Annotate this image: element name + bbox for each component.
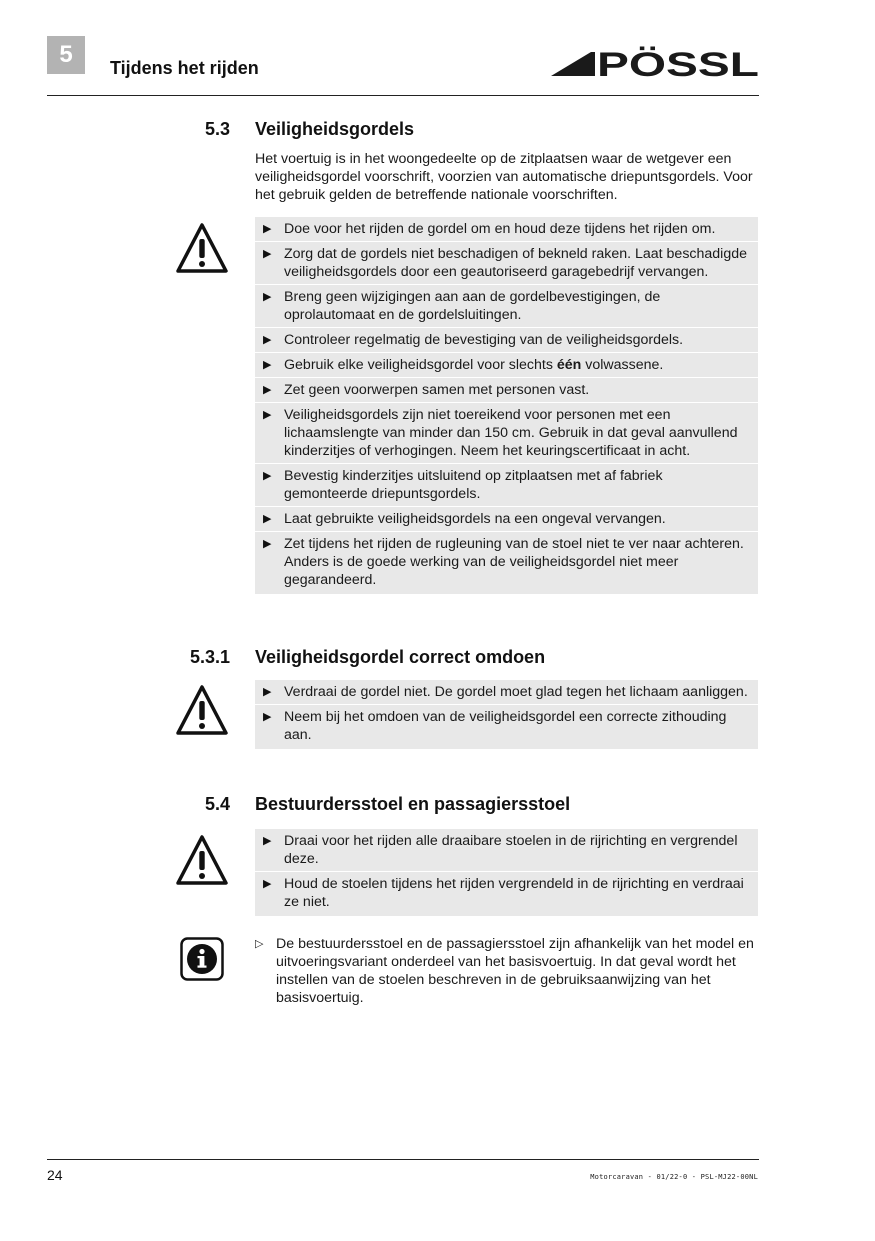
list-item-text: Gebruik elke veiligheidsgordel voor slechts één volwassene.	[284, 357, 664, 373]
info-note	[255, 935, 758, 1007]
info-icon	[180, 937, 224, 981]
page-number: 24	[47, 1167, 63, 1183]
warning-icon	[176, 834, 228, 886]
list-item-text: Zet geen voorwerpen samen met personen vast.	[284, 382, 590, 398]
bullet-arrow-icon: ▶	[263, 878, 272, 890]
warning-icon	[176, 222, 228, 274]
bullet-arrow-icon: ▶	[263, 248, 272, 260]
list-item	[255, 217, 758, 242]
bullet-arrow-icon: ▶	[263, 835, 272, 847]
list-item-text: Neem bij het omdoen van de veiligheidsgordel een correcte zithouding aan.	[284, 709, 727, 743]
list-item	[255, 872, 758, 916]
section-title: Veiligheidsgordels	[255, 119, 415, 139]
warning-list-5-3-1	[255, 680, 758, 749]
footer-divider	[47, 1159, 759, 1160]
list-item-text: Draai voor het rijden alle draaibare stoelen in de rijrichting en vergrendel deze.	[284, 833, 738, 867]
list-item-text: Controleer regelmatig de bevestiging van de veiligheidsgordels.	[284, 332, 684, 348]
bullet-arrow-icon: ▶	[263, 470, 272, 482]
bullet-arrow-icon: ▶	[263, 384, 272, 396]
warning-list-5-3	[255, 217, 758, 594]
list-item-text: Laat gebruikte veiligheidsgordels na een ongeval vervangen.	[284, 511, 666, 527]
list-item-text: Zorg dat de gordels niet beschadigen of bekneld raken. Laat beschadigde veiligheidsgordels door een geautoriseerd garagebedrijf vervangen.	[284, 246, 747, 280]
list-item	[255, 328, 758, 353]
warning-list-5-4	[255, 829, 758, 916]
warning-icon	[176, 684, 228, 736]
list-item-text: Bevestig kinderzitjes uitsluitend op zitplaatsen met af fabriek gemonteerde driepuntsgordels.	[284, 468, 663, 502]
list-item	[255, 464, 758, 507]
bullet-arrow-icon: ▶	[263, 711, 272, 723]
bullet-arrow-icon: ▶	[263, 538, 272, 550]
note-text: De bestuurdersstoel en de passagiersstoel zijn afhankelijk van het model en uitvoeringsvariant onderdeel van het basisvoertuig. In dat geval wordt het instellen van de stoelen beschreven in de gebruiksaanwijzing van het basisvoertuig.	[276, 936, 754, 1006]
section-intro: Het voertuig is in het woongedeelte op de zitplaatsen waar de wetgever een veiligheidsgordel voorschrift, voorzien van automatische driepuntsgordels. Voor het gebruik gelden de betreffende nationale voorschriften.	[255, 151, 753, 203]
list-item-text: Verdraai de gordel niet. De gordel moet glad tegen het lichaam aanliggen.	[284, 684, 748, 700]
list-item-text: Houd de stoelen tijdens het rijden vergrendeld in de rijrichting en verdraai ze niet.	[284, 876, 744, 910]
bullet-arrow-icon: ▶	[263, 291, 272, 303]
chapter-title: Tijdens het rijden	[110, 58, 259, 78]
logo-text: PÖSSL	[597, 46, 759, 78]
section-number: 5.3.1	[189, 647, 230, 667]
list-item	[255, 403, 758, 464]
section-title: Veiligheidsgordel correct omdoen	[255, 647, 546, 667]
section-number: 5.4	[204, 794, 230, 814]
bullet-arrow-icon: ▶	[263, 686, 272, 698]
section-title: Bestuurdersstoel en passagiersstoel	[255, 794, 571, 814]
chapter-number-box	[47, 36, 85, 74]
header-divider	[47, 95, 759, 96]
bullet-arrow-icon: ▶	[263, 409, 272, 421]
possl-logo	[551, 46, 760, 78]
emphasis-text: één	[556, 357, 582, 373]
document-code: Motorcaravan - 01/22-0 - PSL-MJ22-00NL	[590, 1173, 758, 1181]
chapter-number: 5	[59, 41, 73, 68]
list-item	[255, 378, 758, 403]
note-arrow-icon: ▷	[255, 938, 264, 950]
list-item-text: Breng geen wijzigingen aan aan de gordelbevestigingen, de oprolautomaat en de gordelsluitingen.	[284, 289, 661, 323]
bullet-arrow-icon: ▶	[263, 334, 272, 346]
list-item	[255, 242, 758, 285]
list-item	[255, 507, 758, 532]
list-item	[255, 705, 758, 749]
list-item-text: Veiligheidsgordels zijn niet toereikend voor personen met een lichaamslengte van minder dan 150 cm. Gebruik in dat geval aanvullend kinderzitjes of verhogingen. Neem het keuringscertificaat in acht.	[284, 407, 738, 459]
bullet-arrow-icon: ▶	[263, 223, 272, 235]
list-item	[255, 285, 758, 328]
section-number: 5.3	[204, 119, 230, 139]
list-item	[255, 829, 758, 872]
bullet-arrow-icon: ▶	[263, 359, 272, 371]
bullet-arrow-icon: ▶	[263, 513, 272, 525]
list-item	[255, 353, 758, 378]
list-item	[255, 532, 758, 594]
list-item	[255, 680, 758, 705]
list-item-text: Zet tijdens het rijden de rugleuning van de stoel niet te ver naar achteren. Anders is de goede werking van de veiligheidsgordel niet meer gegarandeerd.	[284, 536, 744, 588]
list-item-text: Doe voor het rijden de gordel om en houd deze tijdens het rijden om.	[284, 221, 716, 237]
